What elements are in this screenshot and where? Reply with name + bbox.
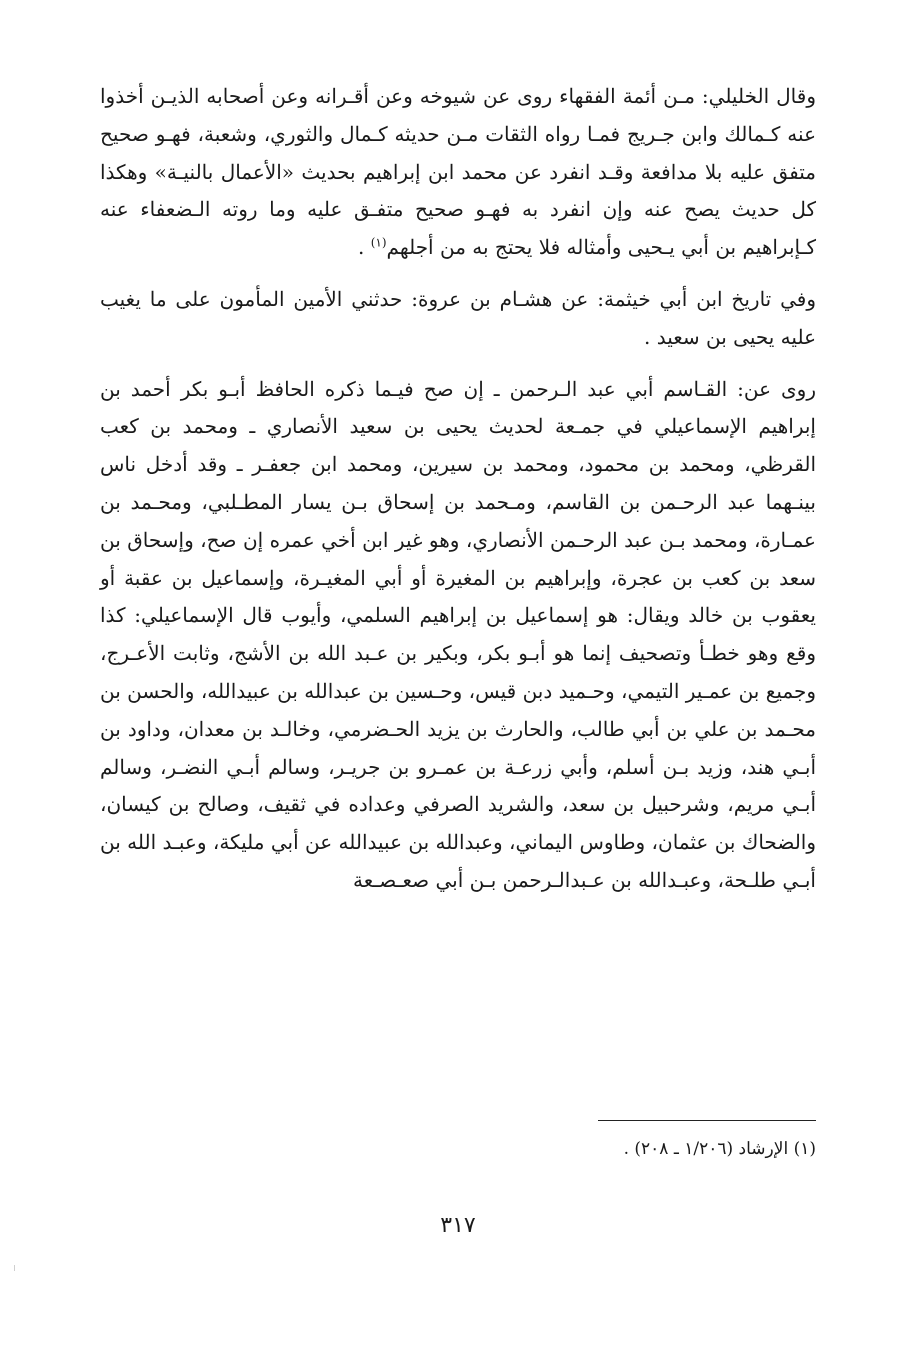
paragraph-text: وفي تاريخ ابن أبي خيثمة: عن هشـام بن عروة: حدثني الأمين المأمون على ما يغيب عليه يحيى بن سعيد . bbox=[100, 286, 816, 349]
paragraph-tarikh bbox=[100, 281, 816, 357]
footnote: (١) الإرشاد (١/٢٠٦ ـ ٢٠٨) . bbox=[623, 1139, 816, 1159]
scan-mark bbox=[14, 1265, 15, 1271]
paragraph-text: وقال الخليلي: مـن أئمة الفقهاء روى عن شيوخه وعن أقـرانه وعن أصحابه الذيـن أخذوا عنه كـمالك وابن جـريج فمـا رواه الثقات مـن حديثه كـمال والثوري، وشعبة، فهـو صحيح متفق عليه بلا مدافعة وقـد انفرد عن محمد ابن إبراهيم بحديث «الأعمال بالنيـة» وهكذا كل حديث يصح عنه وإن انفرد به فهـو صحيح متفـق عليه وما روته الـضعفاء عنه كـإبراهيم بن أبي يـحيى وأمثاله فلا يحتج به من أجلهم bbox=[100, 84, 816, 260]
paragraph-rawa-an bbox=[100, 371, 816, 900]
footnote-divider bbox=[598, 1120, 816, 1121]
paragraph-text: روى عن: القـاسم أبي عبد الـرحمن ـ إن صح فيـما ذكره الحافظ أبـو بكر أحمد بن إبراهيم الإسماعيلي في جمـعة لحديث يحيى بن سعيد الأنصاري ـ ومحمد بن كعب القرظي، ومحمد بن محمود، ومحمد بن سيرين، ومحمد ابن جعفـر ـ وقد أدخل ناس بينـهما عبد الرحـمن بن القاسم، ومـحمد بن إسحاق بـن يسار المطـلبي، ومحـمد بن عمـارة، ومحمد بـن عبد الرحـمن الأنصاري، وهو غير ابن أخي عمره إن صح، وإسحاق بن سعد بن كعب بن عجرة، وإبراهيم بن المغيرة أو أبي المغيـرة، وإسماعيل بن عقبة أو يعقوب بن خالد ويقال: هو إسماعيل بن إبراهيم السلمي، وأيوب قال الإسماعيلي: كذا وقع وهو خطـأ وتصحيف إنما هو أبـو بكر، وبكير بن عـبد الله بن الأشج، وثابت الأعـرج، وجميع بن عمـير التيمي، وحـميد دبن قيس، وحـسين بن عبدالله بن عبيدالله، والحسن بن محـمد بن علي بن أبي طالب، والحارث بن يزيد الحـضرمي، وخالـد بن معدان، وداود بن أبـي هند، وزيد بـن أسلم، وأبي زرعـة بن عمـرو بن جريـر، وسالم أبـي النضـر، وسالم أبـي مريم، وشرحبيل بن سعد، والشريد الصرفي وعداده في ثقيف، وصالح بن كيسان، والضحاك بن عثمان، وطاوس اليماني، وعبدالله بن عبيدالله عن أبي مليكة، وعبـد الله بن أبـي طلـحة، وعبـدالله بن عـبدالـرحمن بـن أبي صعـصـعة bbox=[100, 376, 817, 892]
paragraph-khalili bbox=[100, 78, 816, 267]
footnote-marker: (١) bbox=[370, 235, 387, 250]
page-number: ٣١٧ bbox=[440, 1213, 476, 1238]
paragraph-ending: . bbox=[358, 235, 371, 260]
main-text bbox=[100, 78, 816, 900]
